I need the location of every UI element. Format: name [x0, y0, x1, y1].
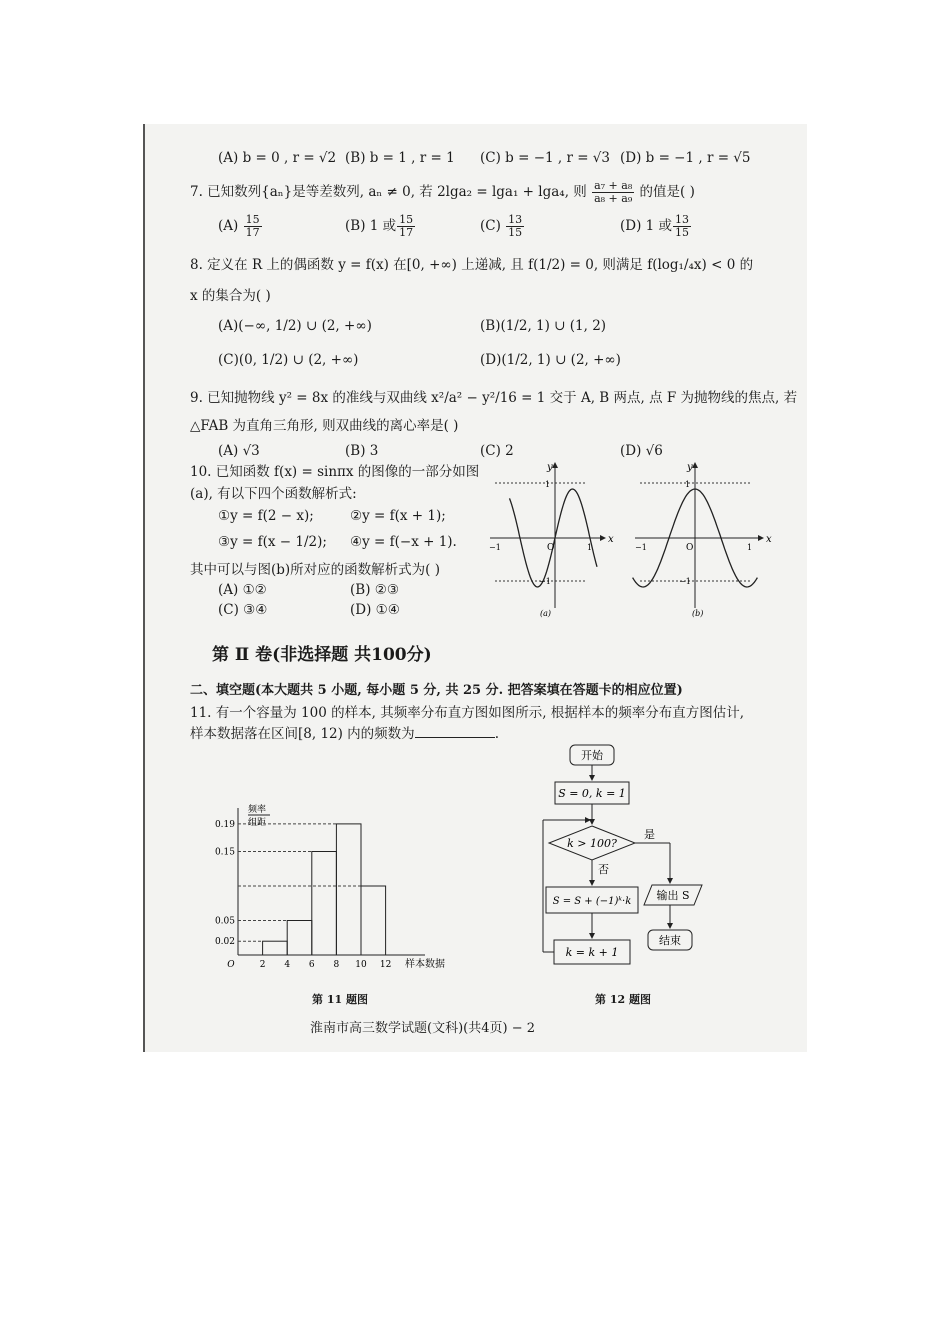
q7-option-c: (C) $\frac{13}{15}$	[480, 213, 523, 239]
y-axis-label-bottom: 组距	[248, 818, 267, 828]
q8-option-c: (C)(0, 1/2) ∪ (2, +∞)	[218, 352, 359, 368]
q9-line2: △FAB 为直角三角形, 则双曲线的离心率是( )	[190, 418, 459, 434]
page-footer: 淮南市高三数学试题(文科)(共4页) − 2	[310, 1021, 535, 1036]
svg-text:x: x	[766, 534, 772, 545]
q11-line2: 样本数据落在区间[8, 12) 内的频数为 .	[190, 726, 499, 742]
y-tick-label: 0.02	[214, 937, 235, 948]
svg-text:x: x	[608, 534, 614, 545]
q7-ratio: $\frac{\text{a₇ + a₈}}{\text{a₈ + a₉}}$	[594, 179, 633, 205]
histogram-bar	[361, 886, 386, 955]
histogram-bar	[312, 852, 337, 956]
histogram-bar	[336, 824, 361, 955]
q9-option-a: (A) √3	[218, 443, 260, 459]
x-tick-label: 2	[259, 960, 266, 970]
q10-line2: (a), 有以下四个函数解析式:	[190, 486, 357, 502]
svg-text:输出 S: 输出 S	[656, 889, 690, 902]
svg-text:1: 1	[587, 543, 593, 552]
svg-text:k > 100?: k > 100?	[567, 837, 617, 850]
fig12-caption: 第 12 题图	[595, 993, 651, 1006]
graph-a	[489, 462, 614, 618]
q10-formula-2: ②y = f(x + 1);	[350, 508, 446, 524]
graph-a-label: (a)	[540, 609, 552, 618]
q6-option-b: (B) b = 1 , r = 1	[345, 150, 455, 166]
section-2-title: 第 Ⅱ 卷(非选择题 共100分)	[212, 645, 432, 665]
q10-line1: 10. 已知函数 f(x) = sinπx 的图像的一部分如图	[190, 464, 480, 480]
q6-option-d: (D) b = −1 , r = √5	[620, 150, 751, 166]
y-tick-label: 0.19	[214, 819, 235, 830]
flowchart	[540, 740, 720, 990]
q10-formula-1: ①y = f(2 − x);	[218, 508, 314, 524]
q7-option-b: (B) 1 或 $\frac{15}{17}$	[345, 213, 414, 239]
svg-text:S = 0, k = 1: S = 0, k = 1	[558, 787, 626, 800]
q9-option-c: (C) 2	[480, 443, 514, 459]
q6-option-c: (C) b = −1 , r = √3	[480, 150, 611, 166]
histogram-bar	[263, 941, 288, 955]
q10-option-a: (A) ①②	[218, 582, 267, 598]
svg-text:O: O	[686, 543, 694, 553]
graph-b	[633, 462, 772, 618]
svg-text:−1: −1	[489, 543, 501, 552]
q8-option-a: (A)(−∞, 1/2) ∪ (2, +∞)	[218, 318, 372, 334]
svg-text:y: y	[687, 462, 693, 473]
q7-option-a: (A) $\frac{15}{17}$	[218, 213, 260, 239]
q10-option-c: (C) ③④	[218, 602, 268, 618]
q8-line2: x 的集合为( )	[190, 288, 271, 304]
q9-option-b: (B) 3	[345, 443, 379, 459]
svg-text:y: y	[547, 462, 553, 473]
q8-line1: 8. 定义在 R 上的偶函数 y = f(x) 在[0, +∞) 上递减, 且 f(1/2) = 0, 则满足 f(log₁/₄x) < 0 的	[190, 257, 754, 273]
svg-text:1: 1	[685, 480, 691, 489]
svg-text:1: 1	[747, 543, 753, 552]
q10-option-b: (B) ②③	[350, 582, 399, 598]
x-tick-label: O	[227, 960, 235, 970]
q9-line1: 9. 已知抛物线 y² = 8x 的准线与双曲线 x²/a² − y²/16 = 1 交于 A, B 两点, 点 F 为抛物线的焦点, 若	[190, 390, 798, 406]
q8-option-b: (B)(1/2, 1) ∪ (1, 2)	[480, 318, 607, 334]
graph-b-label: (b)	[692, 609, 704, 618]
flow-no-label: 否	[598, 863, 609, 876]
svg-text:S = S + (−1)ᵏ·k: S = S + (−1)ᵏ·k	[552, 896, 632, 907]
fill-in-header: 二、填空题(本大题共 5 小题, 每小题 5 分, 共 25 分. 把答案填在答题卡的相应位置)	[190, 683, 683, 698]
q7-option-d: (D) 1 或 $\frac{13}{15}$	[620, 213, 690, 239]
q10-formula-3: ③y = f(x − 1/2);	[218, 534, 327, 550]
histogram-chart	[205, 800, 475, 980]
x-tick-label: 12	[379, 960, 392, 970]
x-tick-label: 10	[355, 960, 367, 970]
svg-text:结束: 结束	[659, 934, 681, 947]
svg-text:O: O	[547, 543, 555, 553]
svg-text:−1: −1	[635, 543, 647, 552]
x-tick-label: 8	[333, 960, 340, 970]
svg-text:−1: −1	[679, 577, 691, 586]
y-axis-label-top: 频率	[248, 805, 267, 815]
histogram-bar	[287, 921, 312, 956]
q10-graphs	[485, 458, 785, 620]
q7-stem: 7. 已知数列{aₙ}是等差数列, aₙ ≠ 0, 若 2lga₂ = lga₁ + lga₄, 则 $\frac{\text{a₇ + a₈}}{\text{a₈ + a₉}}$ 的值是( )	[190, 179, 695, 205]
x-tick-label: 4	[284, 960, 291, 970]
flow-yes-label: 是	[644, 828, 655, 841]
q11-answer-blank[interactable]	[415, 737, 495, 738]
svg-text:开始: 开始	[581, 749, 603, 762]
x-axis-label: 样本数据	[405, 959, 445, 970]
fig11-caption: 第 11 题图	[312, 993, 368, 1006]
q6-option-a: (A) b = 0 , r = √2	[218, 150, 337, 166]
q10-formula-4: ④y = f(−x + 1).	[350, 534, 457, 550]
q10-option-d: (D) ①④	[350, 602, 400, 618]
svg-text:1: 1	[545, 480, 551, 489]
y-tick-label: 0.05	[214, 916, 235, 927]
y-tick-label: 0.15	[214, 847, 235, 858]
q10-question: 其中可以与图(b)所对应的函数解析式为( )	[190, 562, 440, 578]
q11-line1: 11. 有一个容量为 100 的样本, 其频率分布直方图如图所示, 根据样本的频率分布直方图估计,	[190, 705, 745, 721]
x-tick-label: 6	[308, 960, 315, 970]
svg-text:k = k + 1: k = k + 1	[565, 946, 619, 959]
q9-option-d: (D) √6	[620, 443, 663, 459]
svg-text:−1: −1	[539, 577, 551, 586]
q8-option-d: (D)(1/2, 1) ∪ (2, +∞)	[480, 352, 621, 368]
